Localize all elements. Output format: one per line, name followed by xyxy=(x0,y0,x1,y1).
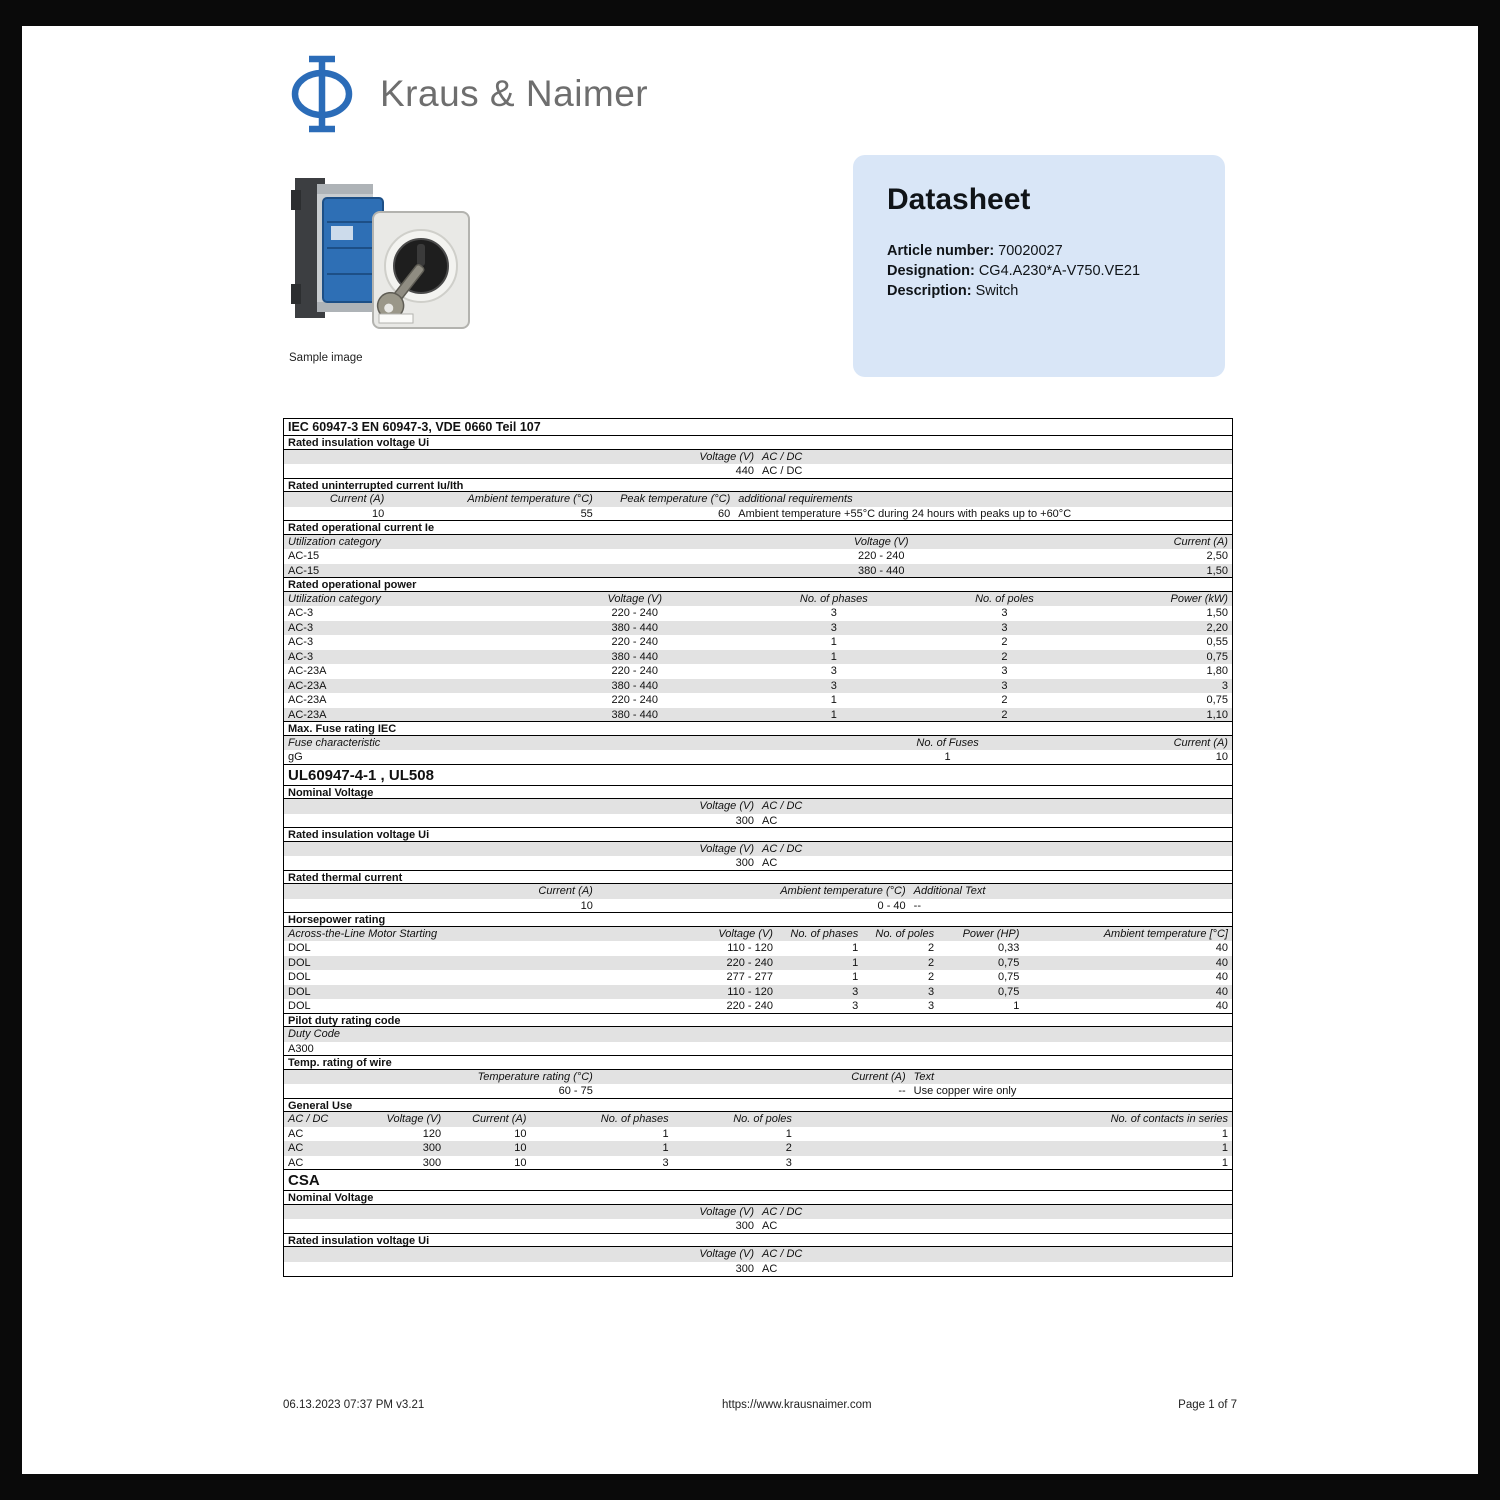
table-cell: 3 xyxy=(927,1000,935,1012)
table-cell: 1 xyxy=(830,708,837,721)
table-row xyxy=(284,956,1232,971)
phi-icon xyxy=(288,55,356,133)
table-cell: 2 xyxy=(927,956,935,969)
table-cell: 300 xyxy=(735,857,754,869)
table-cell: 220 - 240 xyxy=(726,956,773,969)
table-cell: No. of poles xyxy=(733,1113,792,1125)
table-cell: 3 xyxy=(830,679,837,692)
table-cell: No. of poles xyxy=(975,592,1034,605)
table-cell: Ambient temperature [°C] xyxy=(1103,927,1228,940)
table-cell: AC-15 xyxy=(288,564,320,577)
table-column-header-row xyxy=(284,535,1232,550)
table-cell: AC xyxy=(288,1127,304,1140)
table-cell: 440 xyxy=(735,465,754,477)
table-cell: Voltage (V) xyxy=(699,450,754,463)
table-cell: 3 xyxy=(830,665,837,677)
table-section-title xyxy=(284,764,1232,786)
table-cell: AC / DC xyxy=(288,1113,329,1125)
table-cell: Text xyxy=(913,1070,935,1083)
table-cell: 220 - 240 xyxy=(857,550,905,562)
table-subsection-header xyxy=(284,721,1232,736)
table-cell: 1 xyxy=(852,971,859,983)
table-cell: 1 xyxy=(830,636,837,648)
table-cell: 220 - 240 xyxy=(611,607,658,619)
table-cell: Rated insulation voltage Ui xyxy=(288,1234,430,1246)
table-cell: 1 xyxy=(1221,1127,1228,1140)
table-row xyxy=(284,507,1232,522)
table-cell: 0,75 xyxy=(997,956,1020,969)
table-cell: 2,20 xyxy=(1206,621,1228,634)
table-column-header-row xyxy=(284,492,1232,507)
table-cell: DOL xyxy=(288,1000,311,1012)
table-cell: 1 xyxy=(830,650,837,663)
table-cell: AC / DC xyxy=(762,450,803,463)
table-row xyxy=(284,679,1232,694)
table-cell: 380 - 440 xyxy=(611,650,658,663)
table-cell: AC-15 xyxy=(288,550,320,562)
table-cell: 40 xyxy=(1215,985,1228,998)
table-cell: AC-3 xyxy=(288,636,314,648)
table-row xyxy=(284,621,1232,636)
table-row xyxy=(284,549,1232,564)
table-cell: AC-3 xyxy=(288,621,314,634)
table-row xyxy=(284,1262,1232,1277)
table-subsection-header xyxy=(284,785,1232,800)
table-cell: Fuse characteristic xyxy=(288,736,381,749)
table-cell: AC xyxy=(762,1262,778,1275)
table-cell: Rated thermal current xyxy=(288,871,403,883)
table-column-header-row xyxy=(284,592,1232,607)
table-cell: -- xyxy=(913,899,921,912)
spec-table xyxy=(283,418,1233,1277)
table-cell: Voltage (V) xyxy=(386,1113,442,1125)
table-row xyxy=(284,464,1232,479)
table-cell: Nominal Voltage xyxy=(288,1192,374,1204)
table-cell: Current (A) xyxy=(851,1070,906,1083)
table-cell: 1,50 xyxy=(1206,607,1228,619)
table-cell: 277 - 277 xyxy=(726,971,773,983)
table-cell: 60 - 75 xyxy=(558,1085,593,1097)
table-row xyxy=(284,693,1232,708)
table-cell: AC xyxy=(762,814,778,827)
designation-label: Designation: xyxy=(887,263,975,279)
table-cell: 10 xyxy=(580,899,593,912)
datasheet-card xyxy=(853,155,1225,377)
table-cell: AC / DC xyxy=(762,842,803,855)
table-cell: 220 - 240 xyxy=(611,694,658,706)
table-cell: 1 xyxy=(1013,1000,1020,1012)
table-cell: Temp. rating of wire xyxy=(288,1057,392,1069)
table-cell: Voltage (V) xyxy=(699,800,754,812)
table-row xyxy=(284,985,1232,1000)
table-cell: Peak temperature (°C) xyxy=(620,493,731,505)
table-cell: 300 xyxy=(735,814,754,827)
table-cell: AC / DC xyxy=(762,1248,803,1260)
table-cell: 300 xyxy=(735,1262,754,1275)
datasheet-title: Datasheet xyxy=(887,183,1031,216)
table-column-header-row xyxy=(284,1205,1232,1220)
table-cell: Utilization category xyxy=(288,535,381,548)
sample-image-caption: Sample image xyxy=(289,352,363,364)
table-cell: -- xyxy=(898,1085,906,1097)
table-subsection-header xyxy=(284,870,1232,885)
table-cell: 2 xyxy=(1001,708,1008,721)
table-row xyxy=(284,1219,1232,1234)
table-cell: Voltage (V) xyxy=(718,927,773,940)
table-cell: 1 xyxy=(1221,1142,1228,1154)
table-cell: A300 xyxy=(288,1042,314,1055)
table-cell: No. of phases xyxy=(799,592,868,605)
table-cell: 220 - 240 xyxy=(611,665,658,677)
footer-date-version: 06.13.2023 07:37 PM v3.21 xyxy=(283,1399,425,1411)
table-cell: 1 xyxy=(662,1127,669,1140)
table-cell: 10 xyxy=(514,1156,527,1169)
page-frame-left xyxy=(0,0,22,1500)
table-cell: AC xyxy=(762,1220,778,1232)
table-cell: 3 xyxy=(1221,679,1228,692)
table-cell: AC-23A xyxy=(288,708,327,721)
table-cell: 300 xyxy=(735,1220,754,1232)
table-row xyxy=(284,941,1232,956)
table-section-title xyxy=(284,1169,1232,1191)
table-cell: AC-23A xyxy=(288,679,327,692)
table-column-header-row xyxy=(284,884,1232,899)
table-cell: No. of Fuses xyxy=(916,736,979,749)
table-cell: DOL xyxy=(288,956,311,969)
table-cell: Voltage (V) xyxy=(853,535,909,548)
table-cell: AC xyxy=(288,1156,304,1169)
table-subsection-header xyxy=(284,435,1232,450)
table-cell: Ambient temperature +55°C during 24 hours with peaks up to +60°C xyxy=(738,507,1072,520)
table-cell: 1 xyxy=(944,751,951,763)
table-cell: 3 xyxy=(1001,665,1008,677)
table-cell: Power (HP) xyxy=(962,927,1020,940)
table-cell: IEC 60947-3 EN 60947-3, VDE 0660 Teil 107 xyxy=(288,420,541,434)
designation-row xyxy=(887,261,1191,281)
article-number-label: Article number: xyxy=(887,243,995,259)
footer-url[interactable]: https://www.krausnaimer.com xyxy=(722,1399,872,1411)
table-cell: AC / DC xyxy=(762,465,803,477)
table-row xyxy=(284,708,1232,723)
table-cell: 1 xyxy=(785,1127,792,1140)
table-cell: Current (A) xyxy=(1173,535,1228,548)
table-cell: 40 xyxy=(1215,942,1228,954)
table-row xyxy=(284,635,1232,650)
table-cell: AC xyxy=(288,1142,304,1154)
article-number-row xyxy=(887,241,1191,261)
table-cell: 380 - 440 xyxy=(857,564,905,577)
table-subsection-header xyxy=(284,520,1232,535)
table-cell: Rated uninterrupted current Iu/Ith xyxy=(288,479,464,491)
table-cell: 3 xyxy=(830,621,837,634)
table-cell: 3 xyxy=(785,1156,792,1169)
table-column-header-row xyxy=(284,799,1232,814)
table-row xyxy=(284,1042,1232,1057)
table-cell: 10 xyxy=(372,507,385,520)
table-cell: 0,33 xyxy=(997,942,1020,954)
table-subsection-header xyxy=(284,1098,1232,1113)
brand-name: Kraus & Naimer xyxy=(380,73,649,114)
table-row xyxy=(284,664,1232,679)
table-cell: 3 xyxy=(852,985,859,998)
table-cell: No. of phases xyxy=(600,1113,669,1125)
table-cell: Nominal Voltage xyxy=(288,786,374,798)
table-cell: 1 xyxy=(852,956,859,969)
table-cell: 3 xyxy=(852,1000,859,1012)
table-cell: 3 xyxy=(1001,679,1008,692)
table-subsection-header xyxy=(284,577,1232,592)
brand-logo xyxy=(288,55,648,133)
table-cell: 3 xyxy=(830,607,837,619)
table-row xyxy=(284,999,1232,1014)
table-cell: No. of phases xyxy=(790,927,859,940)
table-cell: Across-the-Line Motor Starting xyxy=(288,927,438,940)
table-row xyxy=(284,650,1232,665)
table-cell: Utilization category xyxy=(288,592,381,605)
table-cell: Current (A) xyxy=(538,885,593,897)
table-cell: 1 xyxy=(1221,1156,1228,1169)
table-subsection-header xyxy=(284,1013,1232,1028)
table-cell: 3 xyxy=(927,985,935,998)
table-cell: Ambient temperature (°C) xyxy=(467,493,593,505)
table-cell: Temperature rating (°C) xyxy=(477,1070,593,1083)
page-footer xyxy=(0,1399,1500,1415)
table-cell: 1,10 xyxy=(1206,708,1228,721)
table-row xyxy=(284,970,1232,985)
table-column-header-row xyxy=(284,1027,1232,1042)
table-cell: 110 - 120 xyxy=(727,942,773,954)
table-cell: 300 xyxy=(422,1142,442,1154)
table-row xyxy=(284,899,1232,914)
table-cell: 3 xyxy=(1001,621,1008,634)
table-cell: Current (A) xyxy=(329,493,385,505)
table-cell: AC-3 xyxy=(288,650,314,663)
table-cell: No. of poles xyxy=(875,927,935,940)
article-number-value: 70020027 xyxy=(998,243,1063,259)
table-cell: 2 xyxy=(785,1142,792,1154)
table-cell: Voltage (V) xyxy=(607,592,663,605)
table-cell: 2 xyxy=(927,971,935,983)
table-cell: 1 xyxy=(830,694,837,706)
page-frame-top xyxy=(0,0,1500,26)
table-cell: AC-23A xyxy=(288,665,327,677)
table-cell: 220 - 240 xyxy=(611,636,658,648)
table-cell: 2,50 xyxy=(1206,550,1228,562)
table-cell: Horsepower rating xyxy=(288,914,386,926)
description-label: Description: xyxy=(887,283,972,299)
table-row xyxy=(284,1141,1232,1156)
table-cell: Pilot duty rating code xyxy=(288,1014,401,1026)
table-cell: Rated insulation voltage Ui xyxy=(288,829,430,841)
table-cell: AC / DC xyxy=(762,800,803,812)
table-cell: 380 - 440 xyxy=(611,679,658,692)
table-cell: 380 - 440 xyxy=(611,621,658,634)
table-cell: 0,75 xyxy=(1206,650,1228,663)
table-cell: General Use xyxy=(288,1099,353,1111)
table-section-title xyxy=(284,419,1232,436)
table-cell: 2 xyxy=(1001,650,1008,663)
table-row xyxy=(284,814,1232,829)
table-cell: Voltage (V) xyxy=(699,1205,754,1218)
table-cell: 1 xyxy=(662,1142,669,1154)
table-cell: Current (A) xyxy=(1173,736,1228,749)
table-cell: Rated operational power xyxy=(288,579,417,591)
table-cell: 40 xyxy=(1215,971,1228,983)
table-cell: 1,80 xyxy=(1206,665,1228,677)
table-cell: 2 xyxy=(927,942,935,954)
table-column-header-row xyxy=(284,736,1232,751)
table-cell: 10 xyxy=(514,1142,527,1154)
table-cell: 1,50 xyxy=(1206,564,1228,577)
table-cell: 0,75 xyxy=(1206,694,1228,706)
table-cell: Current (A) xyxy=(472,1113,527,1125)
table-cell: 120 xyxy=(422,1127,442,1140)
table-cell: DOL xyxy=(288,985,311,998)
table-column-header-row xyxy=(284,1112,1232,1127)
table-column-header-row xyxy=(284,450,1232,465)
table-cell: 60 xyxy=(718,507,731,520)
table-cell: 55 xyxy=(580,507,593,520)
table-cell: AC / DC xyxy=(762,1205,803,1218)
designation-value: CG4.A230*A-V750.VE21 xyxy=(978,263,1141,279)
table-cell: 40 xyxy=(1215,1000,1228,1012)
table-row xyxy=(284,856,1232,871)
page-frame-right xyxy=(1478,0,1500,1500)
table-cell: 1 xyxy=(852,942,859,954)
table-cell: 0,75 xyxy=(997,985,1020,998)
table-cell: CSA xyxy=(288,1172,320,1189)
table-cell: Rated operational current Ie xyxy=(288,522,435,534)
table-cell: 2 xyxy=(1001,636,1008,648)
table-row xyxy=(284,564,1232,579)
table-cell: 0,55 xyxy=(1206,636,1228,648)
switch-illustration xyxy=(287,164,479,348)
table-cell: No. of contacts in series xyxy=(1110,1113,1228,1125)
table-cell: 10 xyxy=(514,1127,527,1140)
table-cell: UL60947-4-1 , UL508 xyxy=(288,766,434,784)
table-column-header-row xyxy=(284,927,1232,942)
table-cell: Additional Text xyxy=(913,885,986,897)
table-row xyxy=(284,1127,1232,1142)
table-cell: AC xyxy=(762,857,778,869)
table-cell: 3 xyxy=(662,1156,669,1169)
table-cell: 220 - 240 xyxy=(726,1000,773,1012)
table-cell: 2 xyxy=(1001,694,1008,706)
table-cell: 110 - 120 xyxy=(727,985,773,998)
table-column-header-row xyxy=(284,1247,1232,1262)
table-subsection-header xyxy=(284,478,1232,493)
table-cell: AC-3 xyxy=(288,607,314,619)
table-column-header-row xyxy=(284,1070,1232,1085)
table-cell: Ambient temperature (°C) xyxy=(780,885,906,897)
table-cell: 40 xyxy=(1215,956,1228,969)
table-cell: Duty Code xyxy=(288,1028,340,1040)
table-subsection-header xyxy=(284,912,1232,927)
table-cell: 10 xyxy=(1215,751,1228,763)
table-cell: Voltage (V) xyxy=(699,842,754,855)
table-row xyxy=(284,750,1232,765)
page-frame-bottom xyxy=(0,1474,1500,1500)
table-subsection-header xyxy=(284,1055,1232,1070)
table-cell: Power (kW) xyxy=(1170,592,1228,605)
table-cell: Voltage (V) xyxy=(699,1248,754,1260)
table-cell: 300 xyxy=(422,1156,442,1169)
table-cell: DOL xyxy=(288,971,311,983)
description-value: Switch xyxy=(975,283,1019,299)
table-cell: 380 - 440 xyxy=(611,708,658,721)
table-cell: Max. Fuse rating IEC xyxy=(288,723,397,735)
table-cell: Rated insulation voltage Ui xyxy=(288,437,430,449)
table-cell: 3 xyxy=(1001,607,1008,619)
table-cell: Use copper wire only xyxy=(913,1085,1017,1097)
table-cell: AC-23A xyxy=(288,694,327,706)
table-cell: 0,75 xyxy=(997,971,1020,983)
product-image xyxy=(287,164,479,348)
description-row xyxy=(887,281,1191,301)
table-subsection-header xyxy=(284,1190,1232,1205)
table-row xyxy=(284,1084,1232,1099)
table-subsection-header xyxy=(284,1233,1232,1248)
table-cell: DOL xyxy=(288,942,311,954)
table-subsection-header xyxy=(284,827,1232,842)
table-column-header-row xyxy=(284,842,1232,857)
table-cell: additional requirements xyxy=(738,493,853,505)
table-cell: gG xyxy=(288,751,303,763)
footer-page-number: Page 1 of 7 xyxy=(1178,1399,1237,1411)
table-row xyxy=(284,1156,1232,1171)
table-row xyxy=(284,606,1232,621)
table-cell: 0 - 40 xyxy=(877,899,906,912)
